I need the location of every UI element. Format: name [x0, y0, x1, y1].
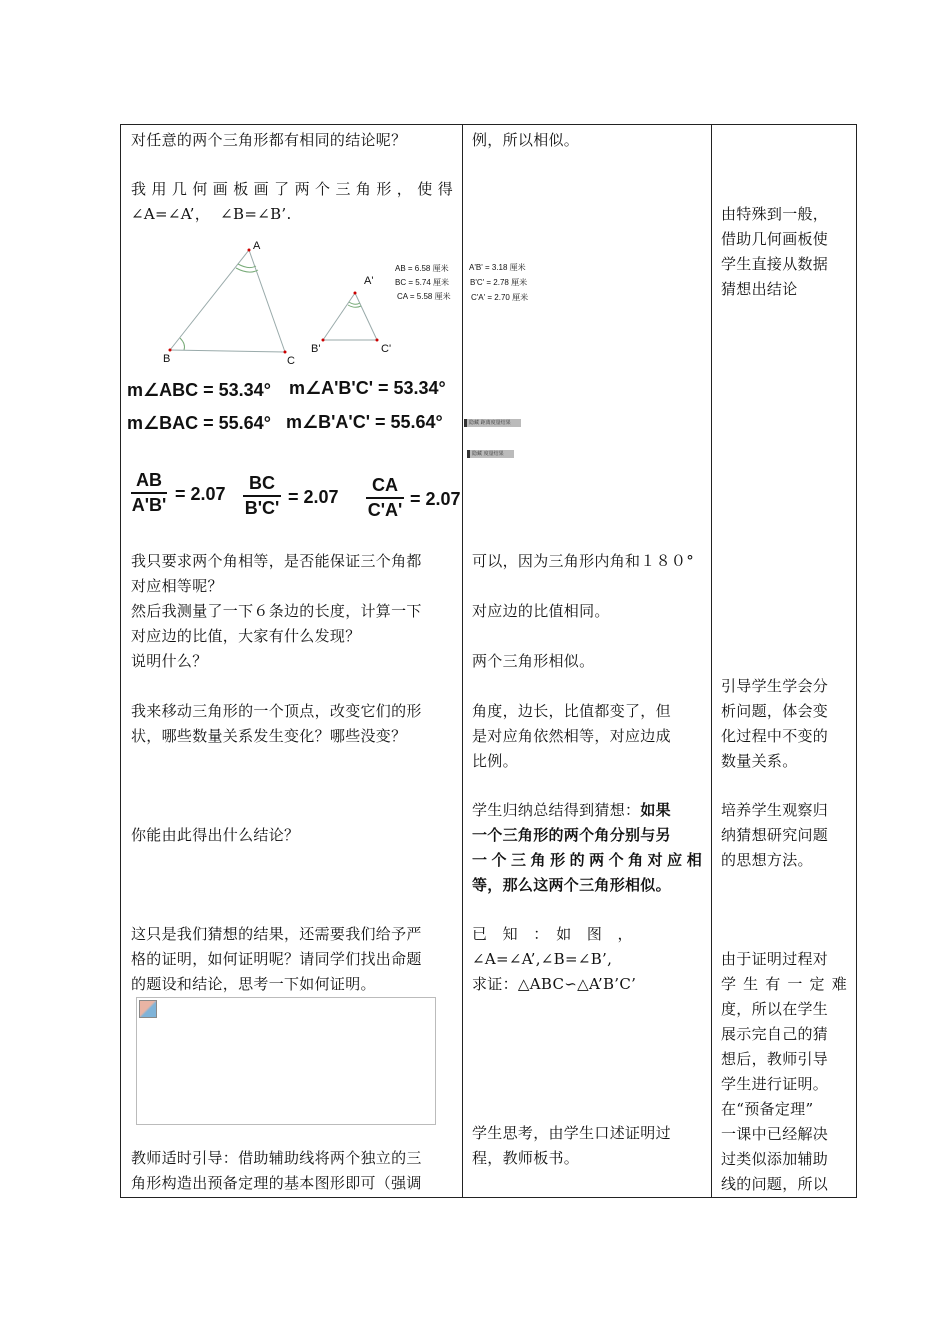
vertex-label-c: C [287, 355, 295, 367]
student-conjecture-prefix: 学生归纳总结得到猜想： [472, 801, 641, 819]
teacher-question-6b: 格的证明，如何证明呢？请同学们找出命题 [131, 950, 422, 968]
teacher-guidance-a: 教师适时引导：借助辅助线将两个独立的三 [131, 1149, 422, 1167]
angle-bac: m∠BAC = 55.64° [127, 413, 271, 433]
student-answer-2: 对应边的比值相同。 [472, 602, 610, 620]
hide-measure-button[interactable]: 隐藏 度量结果 [467, 450, 514, 458]
purpose-3c: 的思想方法。 [721, 851, 813, 869]
student-conjecture-line1 [472, 798, 704, 823]
student-proof-a: 学生思考，由学生口述证明过 [472, 1124, 671, 1142]
ratio-ca-value: = 2.07 [410, 489, 461, 509]
angle-abc: m∠ABC = 53.34° [127, 380, 271, 400]
ratio-bc-numerator: BC [243, 473, 281, 497]
ratio-ab-value: = 2.07 [175, 484, 226, 504]
student-proof-b: 程，教师板书。 [472, 1149, 580, 1167]
purpose-3b: 纳猜想研究问题 [721, 826, 829, 844]
purpose-4b: 学生有一定难 [721, 975, 847, 993]
ratio-ca-numerator: CA [366, 475, 404, 499]
purpose-4f: 学生进行证明。 [721, 1075, 829, 1093]
student-conjecture-line3: 一个三角形的两个角对应相 [472, 851, 702, 869]
ratio-bc [243, 473, 281, 519]
teacher-text-2a: 我用几何画板画了两个三角形，使得 [131, 180, 453, 198]
image-placeholder [136, 997, 436, 1125]
student-answer-1: 可以，因为三角形内角和１８０° [472, 552, 695, 570]
purpose-2a: 引导学生学会分 [721, 677, 829, 695]
ratio-ca [366, 475, 404, 521]
column-divider-2 [711, 125, 712, 1197]
side-c-prime-a-prime: C'A' = 2.70 厘米 [471, 293, 529, 302]
ratio-ab-denominator: A'B' [131, 495, 167, 515]
vertex-label-b: B [163, 353, 171, 365]
vertex-label-c-prime: C' [381, 343, 392, 355]
column-divider-1 [462, 125, 463, 1197]
purpose-4g: 在“预备定理” [721, 1100, 814, 1118]
side-a-prime-b-prime: A'B' = 3.18 厘米 [469, 263, 526, 272]
student-text-1: 例，所以相似。 [472, 131, 580, 149]
angle-a-prime-b-prime-c-prime: m∠A'B'C' = 53.34° [289, 378, 446, 398]
ratio-bc-value: = 2.07 [288, 487, 339, 507]
broken-image-icon [139, 1000, 157, 1018]
teacher-guidance-b: 角形构造出预备定理的基本图形即可（强调 [131, 1174, 422, 1192]
purpose-4d: 展示完自己的猜 [721, 1025, 829, 1043]
purpose-1c: 学生直接从数据 [721, 255, 829, 273]
side-b-prime-c-prime: B'C' = 2.78 厘米 [470, 278, 528, 287]
purpose-1a: 由特殊到一般， [721, 205, 829, 223]
teacher-question-1b: 对应相等呢？ [131, 577, 223, 595]
purpose-4i: 过类似添加辅助 [721, 1150, 829, 1168]
student-answer-4a: 角度，边长，比值都变了，但 [472, 702, 671, 720]
vertex-label-a-prime: A' [364, 275, 374, 287]
purpose-2b: 析问题，体会变 [721, 702, 829, 720]
side-ab: AB = 6.58 厘米 [395, 264, 449, 273]
student-answer-3: 两个三角形相似。 [472, 652, 595, 670]
teacher-question-2a: 然后我测量了一下６条边的长度，计算一下 [131, 602, 422, 620]
student-answer-4c: 比例。 [472, 752, 518, 770]
student-conjecture-line4: 等，那么这两个三角形相似。 [472, 876, 671, 894]
purpose-2c: 化过程中不变的 [721, 727, 829, 745]
student-answer-4b: 是对应角依然相等，对应边成 [472, 727, 671, 745]
hide-distance-button[interactable]: 隐藏 距离度量结果 [464, 419, 521, 427]
ratio-ab [131, 470, 167, 516]
proof-given-label: 已 知 ： 如 图 ， [472, 925, 633, 943]
student-conjecture-bold-start: 如果 [640, 801, 671, 819]
vertex-label-a: A [253, 240, 261, 252]
teacher-question-1a: 我只要求两个角相等，是否能保证三个角都 [131, 552, 422, 570]
purpose-4e: 想后，教师引导 [721, 1050, 829, 1068]
purpose-2d: 数量关系。 [721, 752, 798, 770]
purpose-1b: 借助几何画板使 [721, 230, 829, 248]
ratio-ca-denominator: C'A' [367, 500, 403, 520]
big-triangle [169, 249, 287, 354]
ratio-bc-denominator: B'C' [244, 498, 280, 518]
purpose-4c: 度，所以在学生 [721, 1000, 829, 1018]
purpose-4a: 由于证明过程对 [721, 950, 829, 968]
vertex-label-b-prime: B' [311, 343, 321, 355]
small-triangle [322, 292, 379, 342]
teacher-question-6a: 这只是我们猜想的结果，还需要我们给予严 [131, 925, 422, 943]
teacher-question-2b: 对应边的比值，大家有什么发现？ [131, 627, 361, 645]
purpose-4h: 一课中已经解决 [721, 1125, 829, 1143]
teacher-text-2b: ∠A=∠A’， ∠B=∠B’. [131, 205, 292, 223]
proof-to-prove: 求证：△ABC∽△A’B’C’ [472, 975, 637, 993]
proof-given-conditions: ∠A=∠A’,∠B=∠B’, [472, 950, 613, 968]
teacher-question-6c: 的题设和结论，思考一下如何证明。 [131, 975, 376, 993]
teacher-question-4a: 我来移动三角形的一个顶点，改变它们的形 [131, 702, 422, 720]
triangles-figure [150, 238, 390, 368]
teacher-text-1: 对任意的两个三角形都有相同的结论呢？ [131, 131, 407, 149]
teacher-question-3: 说明什么？ [131, 652, 208, 670]
purpose-1d: 猜想出结论 [721, 280, 798, 298]
angle-b-prime-a-prime-c-prime: m∠B'A'C' = 55.64° [286, 412, 443, 432]
student-conjecture-line2: 一个三角形的两个角分别与另 [472, 826, 671, 844]
ratio-ab-numerator: AB [131, 470, 167, 494]
teacher-question-5: 你能由此得出什么结论？ [131, 826, 300, 844]
purpose-3a: 培养学生观察归 [721, 801, 829, 819]
teacher-question-4b: 状，哪些数量关系发生变化？哪些没变？ [131, 727, 407, 745]
side-ca: CA = 5.58 厘米 [397, 292, 451, 301]
purpose-4j: 线的问题，所以 [721, 1175, 829, 1193]
side-bc: BC = 5.74 厘米 [395, 278, 450, 287]
